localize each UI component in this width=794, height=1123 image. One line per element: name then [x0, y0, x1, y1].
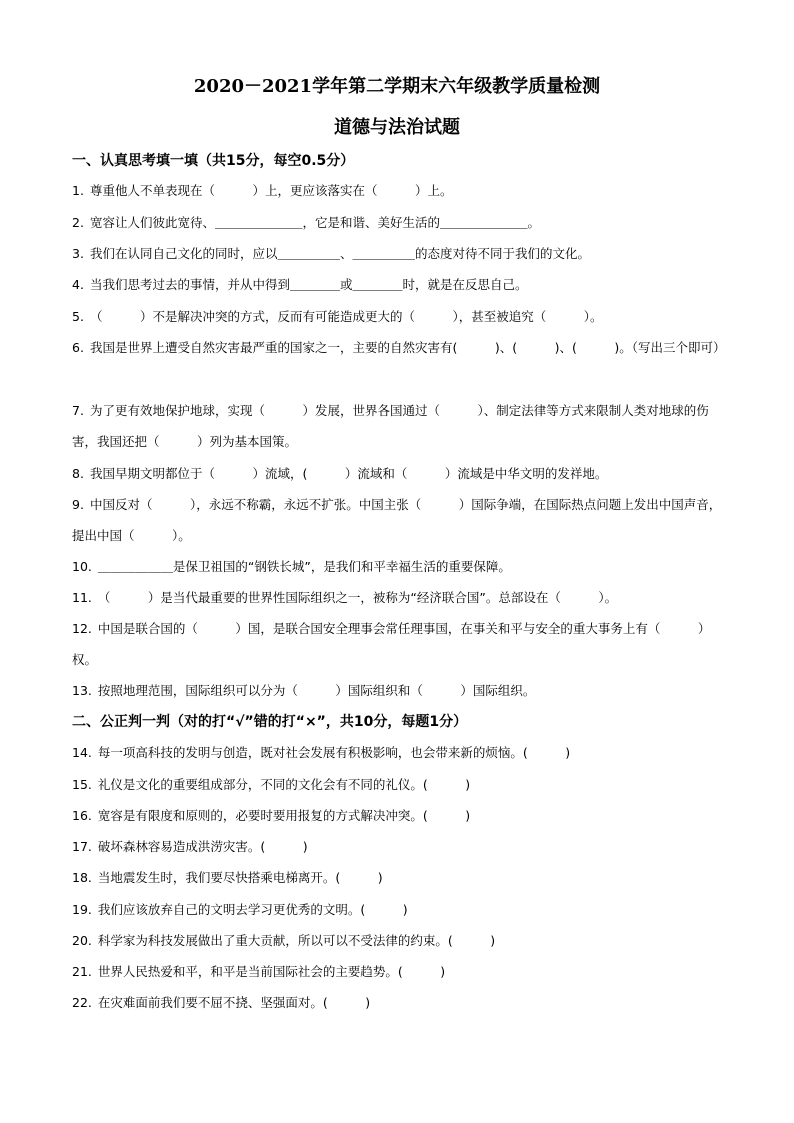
- question-number: 17.: [72, 839, 92, 854]
- question-number: 13.: [72, 683, 92, 698]
- question-text: 当我们思考过去的事情，并从中得到＿＿＿＿或＿＿＿＿时，就是在反思自己。: [89, 277, 528, 292]
- question-21: [72, 956, 728, 987]
- question-19: [72, 894, 728, 925]
- question-text: 当地震发生时，我们要尽快搭乘电梯离开。( ): [97, 870, 383, 885]
- question-14: [72, 737, 728, 768]
- question-10: [72, 551, 728, 582]
- question-15: [72, 769, 728, 800]
- question-text: 世界人民热爱和平，和平是当前国际社会的主要趋势。( ): [97, 964, 446, 979]
- question-number: 7.: [72, 403, 84, 418]
- question-text: 我们应该放弃自己的文明去学习更优秀的文明。( ): [97, 902, 408, 917]
- question-5: [72, 301, 728, 332]
- question-text: 按照地理范围，国际组织可以分为（ ）国际组织和（ ）国际组织。: [97, 683, 536, 698]
- question-number: 16.: [72, 808, 92, 823]
- question-text: 在灾难面前我们要不屈不挠、坚强面对。( ): [97, 995, 371, 1010]
- question-text: 宽容是有限度和原则的，必要时要用报复的方式解决冲突。( ): [97, 808, 471, 823]
- question-number: 9.: [72, 497, 84, 512]
- question-text: 为了更有效地保护地球，实现（ ）发展，世界各国通过（ ）、制定法律等方式来限制人类对地球的伤害，我国还把（ ）列为基本国策。: [72, 403, 709, 449]
- question-text: 中国反对（ ），永远不称霸，永远不扩张。中国主张（ ）国际争端，在国际热点问题上发出中国声音，提出中国（ ）。: [72, 497, 722, 543]
- question-number: 8.: [72, 466, 84, 481]
- question-number: 21.: [72, 964, 92, 979]
- question-text: 尊重他人不单表现在（ ）上，更应该落实在（ ）上。: [89, 183, 453, 198]
- question-number: 2.: [72, 215, 84, 230]
- question-18: [72, 862, 728, 893]
- question-number: 20.: [72, 933, 92, 948]
- question-text: 每一项高科技的发明与创造，既对社会发展有积极影响，也会带来新的烦恼。( ): [97, 745, 571, 760]
- section-2-heading: 二、公正判一判（对的打“√”错的打“×”，共10分，每题1分）: [72, 714, 468, 730]
- question-number: 18.: [72, 870, 92, 885]
- question-7: [72, 395, 728, 457]
- question-11: [72, 582, 728, 613]
- exam-subtitle: 道德与法治试题: [334, 117, 460, 138]
- question-6: [72, 332, 728, 363]
- question-number: 4.: [72, 277, 84, 292]
- question-16: [72, 800, 728, 831]
- question-number: 3.: [72, 246, 84, 261]
- question-number: 22.: [72, 995, 92, 1010]
- question-number: 10.: [72, 559, 92, 574]
- question-text: （ ）不是解决冲突的方式，反而有可能造成更大的（ ），甚至被追究（ ）。: [89, 309, 603, 324]
- question-text: 宽容让人们彼此宽待、＿＿＿＿＿＿＿，它是和谐、美好生活的＿＿＿＿＿＿＿。: [89, 215, 540, 230]
- question-17: [72, 831, 728, 862]
- question-number: 15.: [72, 777, 92, 792]
- question-3: [72, 238, 728, 269]
- question-number: 6.: [72, 340, 84, 355]
- question-text: 礼仪是文化的重要组成部分，不同的文化会有不同的礼仪。( ): [97, 777, 471, 792]
- question-1: [72, 175, 728, 206]
- question-number: 5.: [72, 309, 84, 324]
- section-1-heading: 一、认真思考填一填（共15分，每空0.5分）: [72, 153, 355, 169]
- question-text: 我国早期文明都位于（ ）流域，( ）流域和（ ）流域是中华文明的发祥地。: [89, 466, 608, 481]
- question-20: [72, 925, 728, 956]
- question-number: 14.: [72, 745, 92, 760]
- question-text: 我们在认同自己文化的同时，应以＿＿＿＿＿、＿＿＿＿＿的态度对待不同于我们的文化。: [89, 246, 590, 261]
- exam-title: 2020－2021学年第二学期末六年级教学质量检测: [193, 76, 601, 97]
- question-12: [72, 613, 728, 675]
- question-8: [72, 458, 728, 489]
- question-text: 科学家为科技发展做出了重大贡献，所以可以不受法律的约束。( ): [97, 933, 496, 948]
- question-text: （ ）是当代最重要的世界性国际组织之一，被称为“经济联合国”。总部设在（ ）。: [97, 590, 618, 605]
- question-13: [72, 675, 728, 706]
- question-text: 破坏森林容易造成洪涝灾害。( ): [97, 839, 308, 854]
- question-number: 12.: [72, 621, 92, 636]
- question-4: [72, 269, 728, 300]
- question-number: 19.: [72, 902, 92, 917]
- question-text: 中国是联合国的（ ）国，是联合国安全理事会常任理事国，在事关和平与安全的重大事务上有（ ）权。: [72, 621, 711, 667]
- question-number: 1.: [72, 183, 84, 198]
- question-text: 我国是世界上遭受自然灾害最严重的国家之一，主要的自然灾害有( )、( )、( )。（写出三个即可）: [89, 340, 726, 355]
- question-22: [72, 987, 728, 1018]
- question-2: [72, 207, 728, 238]
- question-text: ＿＿＿＿＿＿是保卫祖国的“钢铁长城”，是我们和平幸福生活的重要保障。: [97, 559, 511, 574]
- question-number: 11.: [72, 590, 92, 605]
- question-9: [72, 489, 728, 551]
